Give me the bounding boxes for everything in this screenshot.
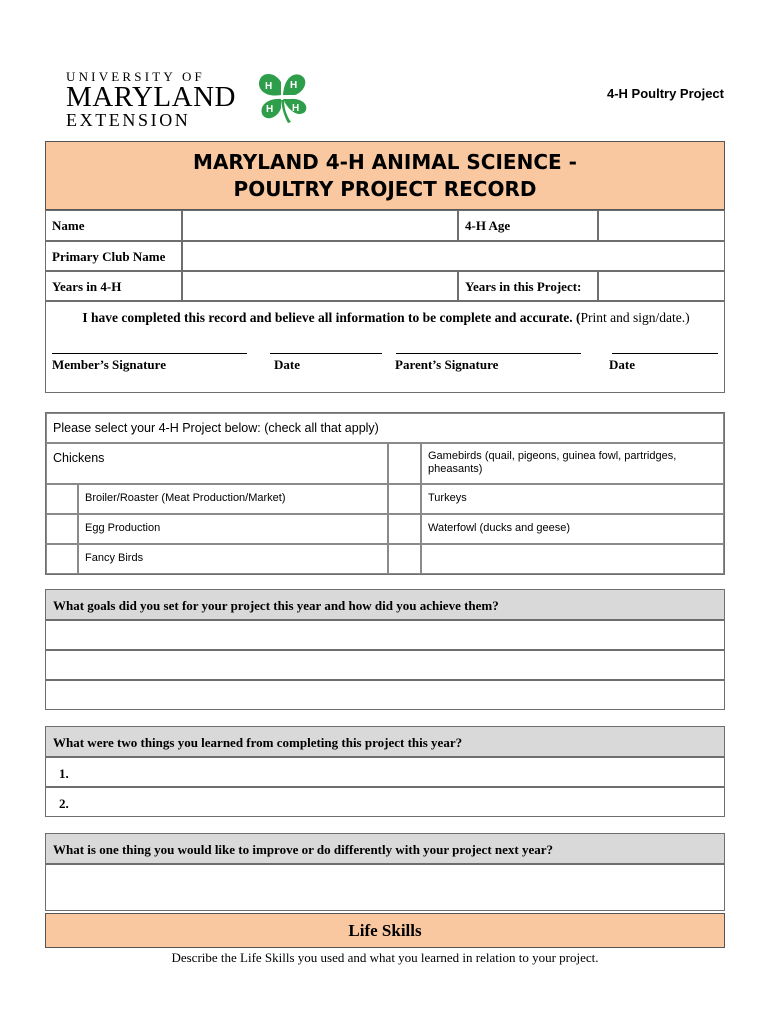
certification-statement (46, 310, 726, 326)
parent-signature-line[interactable] (396, 342, 581, 354)
improve-question: What is one thing you would like to improve or do differently with your project next year? (45, 833, 725, 864)
fancy-birds-option: Fancy Birds (78, 544, 388, 574)
4h-clover-icon (254, 70, 310, 124)
certification-paren: ( (572, 310, 581, 325)
name-label: Name (45, 210, 182, 241)
age-label: 4-H Age (458, 210, 598, 241)
turkeys-option: Turkeys (421, 484, 724, 514)
broiler-option: Broiler/Roaster (Meat Production/Market) (78, 484, 388, 514)
svg-text:H: H (292, 103, 300, 114)
empty-checkbox-cell (388, 544, 421, 574)
learned-answer-1[interactable] (45, 757, 725, 787)
years-4h-label: Years in 4-H (45, 271, 182, 301)
goals-question: What goals did you set for your project this year and how did you achieve them? (45, 589, 725, 620)
name-field[interactable] (182, 210, 458, 241)
certification-section (45, 301, 725, 393)
parent-date-label: Date (609, 357, 635, 372)
chickens-label: Chickens (46, 443, 388, 484)
gamebirds-option: Gamebirds (quail, pigeons, guinea fowl, partridges, pheasants) (421, 443, 724, 484)
logo-line-maryland: MARYLAND (66, 81, 236, 113)
certification-note: Print and sign/date.) (580, 310, 690, 325)
age-field[interactable] (598, 210, 725, 241)
waterfowl-option: Waterfowl (ducks and geese) (421, 514, 724, 544)
broiler-checkbox[interactable] (46, 484, 78, 514)
svg-text:H: H (290, 80, 298, 91)
life-skills-heading: Life Skills (45, 913, 725, 948)
club-field[interactable] (182, 241, 725, 271)
svg-text:H: H (266, 104, 274, 115)
improve-answer[interactable] (45, 864, 725, 911)
parent-signature-label: Parent’s Signature (395, 357, 499, 372)
member-date-label: Date (274, 357, 300, 372)
goals-answer-line-1[interactable] (45, 620, 725, 650)
logo-line-university: UNIVERSITY OF (66, 69, 205, 84)
learned-answer-2[interactable] (45, 787, 725, 817)
fancy-birds-checkbox[interactable] (46, 544, 78, 574)
egg-production-checkbox[interactable] (46, 514, 78, 544)
logo-line-extension: EXTENSION (66, 110, 191, 130)
header-project-label: 4-H Poultry Project (606, 86, 724, 101)
club-label: Primary Club Name (45, 241, 182, 271)
waterfowl-checkbox[interactable] (388, 514, 421, 544)
empty-option-cell (421, 544, 724, 574)
member-signature-label: Member’s Signature (52, 357, 166, 372)
parent-date-line[interactable] (612, 342, 718, 354)
member-signature-line[interactable] (52, 342, 247, 354)
life-skills-description: Describe the Life Skills you used and what you learned in relation to your project. (171, 950, 599, 965)
learned-question: What were two things you learned from completing this project this year? (45, 726, 725, 757)
goals-answer-line-3[interactable] (45, 680, 725, 710)
form-title-line2: POULTRY PROJECT RECORD (233, 177, 537, 201)
form-title (45, 141, 725, 210)
years-project-label: Years in this Project: (458, 271, 598, 301)
learned-item-2-number: 2. (59, 796, 69, 811)
gamebirds-checkbox[interactable] (388, 443, 421, 484)
project-selection (45, 412, 725, 575)
certification-text: I have completed this record and believe all information to be complete and accurate. (82, 310, 573, 325)
turkeys-checkbox[interactable] (388, 484, 421, 514)
years-4h-field[interactable] (182, 271, 458, 301)
learned-item-1-number: 1. (59, 766, 69, 781)
years-project-field[interactable] (598, 271, 725, 301)
form-title-line1: MARYLAND 4-H ANIMAL SCIENCE - (193, 150, 577, 174)
egg-production-option: Egg Production (78, 514, 388, 544)
svg-text:H: H (265, 81, 273, 92)
project-prompt: Please select your 4-H Project below: (check all that apply) (46, 413, 724, 443)
goals-answer-line-2[interactable] (45, 650, 725, 680)
member-date-line[interactable] (270, 342, 382, 354)
umd-extension-logo (66, 70, 246, 130)
